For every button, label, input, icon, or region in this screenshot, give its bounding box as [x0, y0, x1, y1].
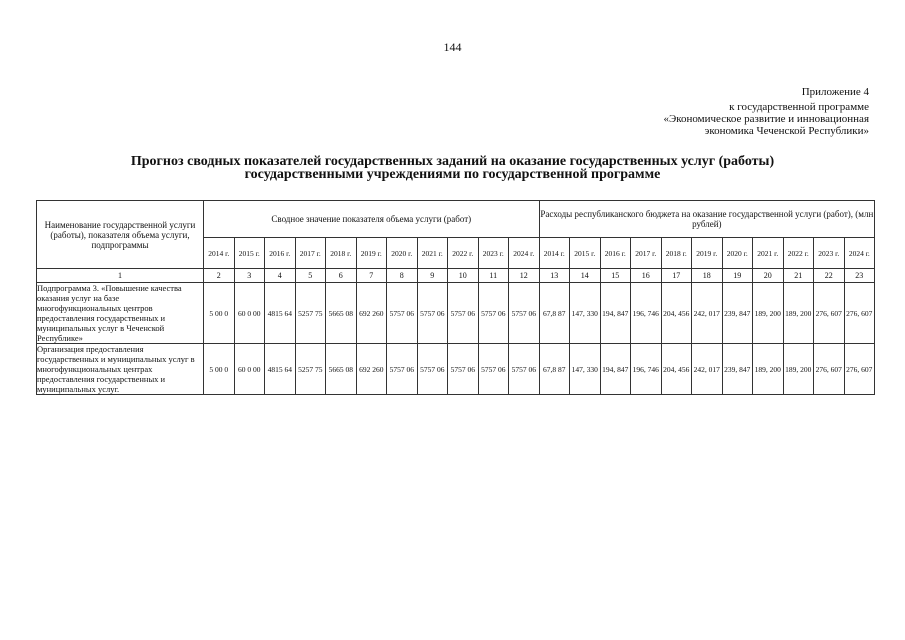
column-number: 15: [600, 269, 631, 283]
volume-cell: 5757 06: [417, 344, 448, 395]
column-number: 9: [417, 269, 448, 283]
expenses-year-header: 2015 г.: [570, 238, 601, 269]
volume-year-header: 2024 г.: [509, 238, 540, 269]
expenses-cell: 67,8 87: [539, 344, 570, 395]
volume-cell: 5757 06: [509, 283, 540, 344]
title-line: Прогноз сводных показателей государственных заданий на оказание государственных услуг (работы): [130, 154, 775, 169]
volume-cell: 5757 06: [478, 344, 509, 395]
expenses-year-header: 2017 г.: [631, 238, 662, 269]
expenses-cell: 147, 330: [570, 283, 601, 344]
column-number: 22: [814, 269, 845, 283]
expenses-cell: 276, 607: [844, 344, 875, 395]
column-number: 18: [692, 269, 723, 283]
expenses-year-header: 2014 г.: [539, 238, 570, 269]
expenses-cell: 276, 607: [814, 344, 845, 395]
volume-cell: 692 260: [356, 344, 387, 395]
volume-cell: 5757 06: [387, 283, 418, 344]
column-number: 16: [631, 269, 662, 283]
volume-cell: 692 260: [356, 283, 387, 344]
column-number: 20: [753, 269, 784, 283]
expenses-year-header: 2016 г.: [600, 238, 631, 269]
expenses-year-header: 2020 г.: [722, 238, 753, 269]
volume-cell: 5757 06: [448, 283, 479, 344]
expenses-cell: 189, 200: [783, 283, 814, 344]
volume-year-header: 2018 г.: [326, 238, 357, 269]
expenses-cell: 67,8 87: [539, 283, 570, 344]
expenses-cell: 189, 200: [753, 283, 784, 344]
volume-year-header: 2020 г.: [387, 238, 418, 269]
volume-year-header: 2014 г.: [204, 238, 235, 269]
expenses-year-header: 2023 г.: [814, 238, 845, 269]
appendix-line: «Экономическое развитие и инновационная: [663, 113, 869, 125]
expenses-year-header: 2024 г.: [844, 238, 875, 269]
expenses-cell: 196, 746: [631, 283, 662, 344]
service-name-header: Наименование государственной услуги (работы), показателя объема услуги, подпрограммы: [37, 201, 204, 269]
column-number: 7: [356, 269, 387, 283]
column-number: 4: [265, 269, 296, 283]
volume-cell: 5257 75: [295, 283, 326, 344]
column-number-row: [37, 269, 875, 283]
volume-year-header: 2021 г.: [417, 238, 448, 269]
column-number: 3: [234, 269, 265, 283]
column-number: 12: [509, 269, 540, 283]
expenses-cell: 147, 330: [570, 344, 601, 395]
volume-cell: 5757 06: [417, 283, 448, 344]
row-name: Подпрограмма 3. «Повышение качества оказания услуг на базе многофункциональных центров предоставления государственных и муниципальных услуг в Чеченской Республике»: [37, 283, 204, 344]
expenses-cell: 242, 017: [692, 344, 723, 395]
column-number: 2: [204, 269, 235, 283]
column-number: 6: [326, 269, 357, 283]
column-number: 21: [783, 269, 814, 283]
expenses-cell: 242, 017: [692, 283, 723, 344]
table-row: [37, 344, 875, 395]
expenses-cell: 239, 847: [722, 283, 753, 344]
expenses-year-header: 2019 г.: [692, 238, 723, 269]
column-number: 17: [661, 269, 692, 283]
expenses-cell: 194, 847: [600, 283, 631, 344]
volume-cell: 5757 06: [448, 344, 479, 395]
volume-cell: 5257 75: [295, 344, 326, 395]
document-title: [0, 155, 905, 181]
expenses-year-header: 2021 г.: [753, 238, 784, 269]
table-row: [37, 283, 875, 344]
expenses-cell: 196, 746: [631, 344, 662, 395]
column-number: 8: [387, 269, 418, 283]
volume-group-header: Сводное значение показателя объема услуги (работ): [204, 201, 540, 238]
column-number: 10: [448, 269, 479, 283]
expenses-cell: 204, 456: [661, 283, 692, 344]
volume-cell: 5757 06: [509, 344, 540, 395]
volume-year-header: 2022 г.: [448, 238, 479, 269]
column-number: 23: [844, 269, 875, 283]
volume-cell: 5757 06: [387, 344, 418, 395]
column-number: 1: [37, 269, 204, 283]
volume-year-header: 2015 г.: [234, 238, 265, 269]
volume-cell: 5665 08: [326, 344, 357, 395]
expenses-group-header: Расходы республиканского бюджета на оказание государственной услуги (работ), (млн рублей): [539, 201, 875, 238]
title-line: государственными учреждениями по государственной программе: [244, 167, 661, 182]
volume-year-header: 2019 г.: [356, 238, 387, 269]
expenses-year-header: 2022 г.: [783, 238, 814, 269]
appendix-line: к государственной программе: [729, 101, 869, 113]
appendix-line: экономика Чеченской Республики»: [704, 125, 869, 137]
volume-cell: 5665 08: [326, 283, 357, 344]
column-number: 14: [570, 269, 601, 283]
header-row-groups: [37, 201, 875, 238]
volume-year-header: 2017 г.: [295, 238, 326, 269]
volume-year-header: 2016 г.: [265, 238, 296, 269]
expenses-cell: 189, 200: [783, 344, 814, 395]
column-number: 5: [295, 269, 326, 283]
volume-year-header: 2023 г.: [478, 238, 509, 269]
volume-cell: 5 00 0: [204, 283, 235, 344]
expenses-cell: 204, 456: [661, 344, 692, 395]
page-number: 144: [443, 40, 462, 54]
expenses-cell: 276, 607: [844, 283, 875, 344]
volume-cell: 5 00 0: [204, 344, 235, 395]
volume-cell: 60 0 00: [234, 344, 265, 395]
expenses-cell: 239, 847: [722, 344, 753, 395]
appendix-reference: [663, 101, 869, 137]
expenses-cell: 189, 200: [753, 344, 784, 395]
expenses-cell: 276, 607: [814, 283, 845, 344]
column-number: 11: [478, 269, 509, 283]
appendix-label: Приложение 4: [801, 86, 869, 98]
volume-cell: 60 0 00: [234, 283, 265, 344]
column-number: 13: [539, 269, 570, 283]
row-name: Организация предоставления государственных и муниципальных услуг в многофункциональных центрах предоставления государственных и муниципальных услуг.: [37, 344, 204, 395]
column-number: 19: [722, 269, 753, 283]
expenses-cell: 194, 847: [600, 344, 631, 395]
forecast-table: [36, 200, 875, 395]
volume-cell: 4815 64: [265, 283, 296, 344]
volume-cell: 5757 06: [478, 283, 509, 344]
volume-cell: 4815 64: [265, 344, 296, 395]
expenses-year-header: 2018 г.: [661, 238, 692, 269]
